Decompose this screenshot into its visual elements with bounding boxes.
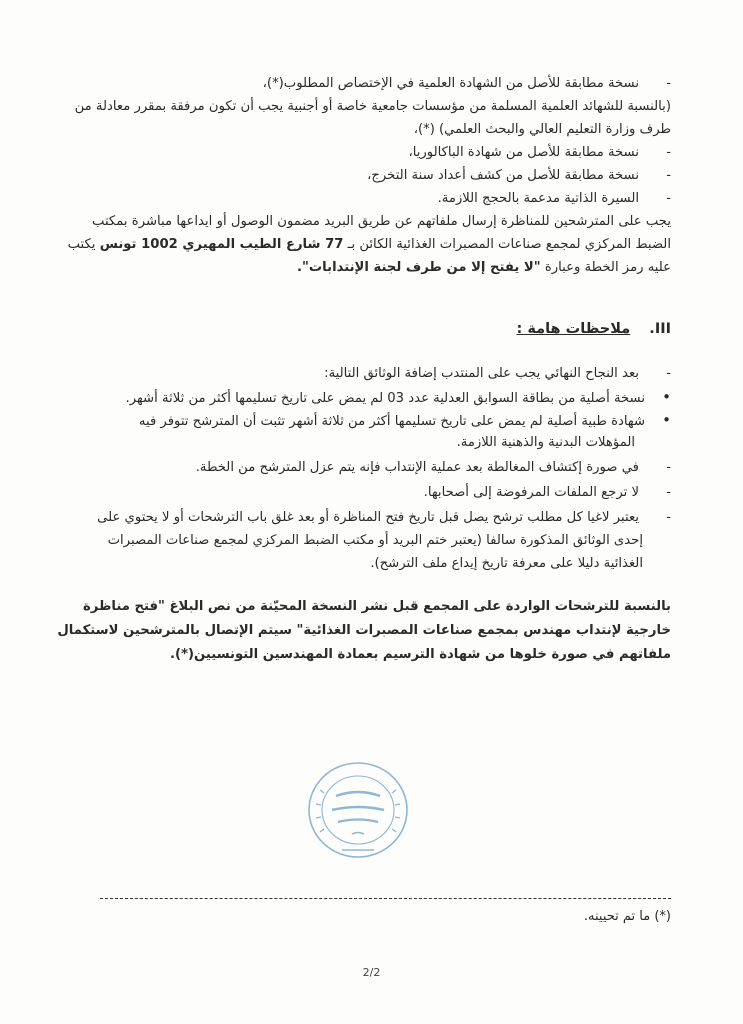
- list-item: [92, 189, 671, 209]
- section-title: ملاحظات هامة :: [516, 321, 631, 337]
- text-span: عليه رمز الخطة وعبارة: [544, 260, 671, 275]
- bullet-item: [92, 410, 671, 432]
- list-item-text: يعتبر لاغيا كل مطلب ترشح يصل قبل تاريخ فتح المناظرة أو بعد غلق باب الترشحات أو لا يحتوي على: [97, 510, 639, 525]
- envelope-label: "لا يفتح إلا من طرف لجنة الإنتدابات".: [297, 260, 541, 275]
- list-item: [92, 508, 671, 528]
- list-item-text: السيرة الذاتية مدعمة بالحجج اللازمة.: [437, 191, 639, 206]
- list-continuation: الغذائية دليلا على معرفة تاريخ إيداع ملف الترشح).: [370, 556, 643, 571]
- footnote: (*) ما تم تحيينه.: [583, 909, 671, 924]
- paragraph-line: [92, 258, 671, 278]
- paragraph-line: [67, 235, 671, 255]
- notice-paragraph-line: بالنسبة للترشحات الواردة على المجمع قبل نشر النسخة المحيّنة من نص البلاغ "فتح مناظرة: [82, 599, 671, 614]
- bullet-text: نسخة أصلية من بطاقة السوابق العدلية عدد 03 لم يمض على تاريخ تسليمها أكثر من ثلاثة أشهر.: [125, 391, 645, 406]
- text-span: يكتب: [67, 237, 96, 252]
- list-item-text: نسخة مطابقة للأصل من كشف أعداد سنة التخرج،: [367, 168, 639, 183]
- paragraph-line: طرف وزارة التعليم العالي والبحث العلمي) (*)،: [413, 122, 671, 137]
- address: 77 شارع الطيب المهيري 1002 تونس: [99, 237, 344, 252]
- list-continuation: إحدى الوثائق المذكورة سالفا (يعتبر ختم البريد أو مكتب الضبط المركزي لمجمع صناعات المصبرات: [107, 533, 643, 548]
- list-item-text: نسخة مطابقة للأصل من الشهادة العلمية في الإختصاص المطلوب(*)،: [262, 76, 639, 91]
- list-item-text: نسخة مطابقة للأصل من شهادة الباكالوريا،: [408, 145, 639, 160]
- list-item-text: لا ترجع الملفات المرفوضة إلى أصحابها.: [423, 485, 639, 500]
- notice-paragraph-line: خارجية لإنتداب مهندس بمجمع صناعات المصبرات الغذائية" سيتم الإتصال بالمترشحين لاستكمال: [57, 623, 671, 638]
- list-item: [92, 166, 671, 186]
- bullet-text: شهادة طبية أصلية لم يمض على تاريخ تسليمها أكثر من ثلاثة أشهر تثبت أن المترشح تتوفر فيه: [138, 414, 645, 429]
- list-item-text: بعد النجاح النهائي يجب على المنتدب إضافة الوثائق التالية:: [324, 366, 639, 381]
- paragraph-line: يجب على المترشحين للمناظرة إرسال ملفاتهم عن طريق البريد مضمون الوصول أو ايداعها مباشرة بمكتب: [92, 214, 671, 229]
- list-item: [92, 364, 671, 384]
- list-item: [92, 143, 671, 163]
- notice-paragraph-line: ملفاتهم في صورة خلوها من شهادة الترسيم بعمادة المهندسين التونسيين(*).: [170, 647, 671, 662]
- official-stamp-seal: [306, 758, 410, 862]
- page-number: 2/2: [362, 966, 381, 979]
- bullet-item: [92, 387, 671, 409]
- section-heading: [516, 321, 671, 337]
- list-item: [92, 483, 671, 503]
- paragraph-line: (بالنسبة للشهائد العلمية المسلمة من مؤسسات جامعية خاصة أو أجنبية يجب أن تكون مرفقة بمقرر معادلة من: [74, 99, 671, 114]
- section-number: III.: [649, 321, 671, 337]
- list-item: [92, 458, 671, 478]
- bullet-continuation: المؤهلات البدنية والذهنية اللازمة.: [456, 435, 635, 450]
- footnote-divider: [100, 898, 671, 899]
- list-item: [92, 74, 671, 94]
- text-span: الضبط المركزي لمجمع صناعات المصبرات الغذائية الكائن بـ: [347, 237, 671, 252]
- list-item-text: في صورة إكتشاف المغالطة بعد عملية الإنتداب فإنه يتم عزل المترشح من الخطة.: [195, 460, 639, 475]
